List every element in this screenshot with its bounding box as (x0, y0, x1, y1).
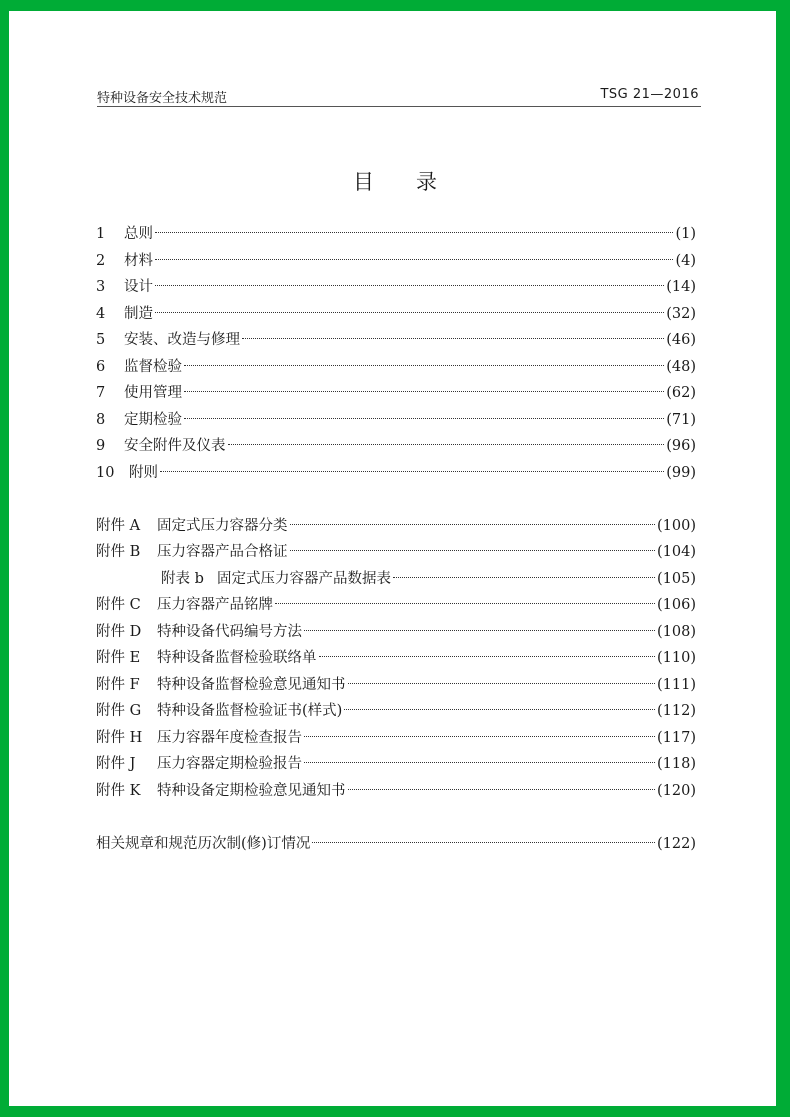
running-header (97, 86, 701, 107)
entry-number: 3 (96, 279, 106, 295)
dot-leader (155, 285, 664, 286)
toc-entry-revision-history[interactable] (96, 833, 696, 855)
toc-entry-appendix-h[interactable] (96, 727, 696, 749)
entry-label: 定期检验 (124, 412, 182, 428)
dot-leader (275, 603, 655, 604)
entry-number: 10 (96, 465, 115, 481)
entry-number: 附件 G (96, 703, 142, 719)
toc-entry-appendix-k[interactable] (96, 780, 696, 802)
entry-page: (110) (657, 650, 696, 666)
toc-entry-chapter-8[interactable] (96, 409, 696, 431)
entry-page: (46) (666, 332, 696, 348)
entry-page: (48) (666, 359, 696, 375)
entry-label: 特种设备定期检验意见通知书 (157, 783, 346, 799)
toc-entry-appendix-f[interactable] (96, 674, 696, 696)
entry-page: (96) (666, 438, 696, 454)
entry-number: 附件 A (96, 518, 141, 534)
dot-leader (304, 630, 655, 631)
entry-label: 材料 (124, 253, 153, 269)
entry-page: (105) (657, 571, 696, 587)
entry-number: 1 (96, 226, 106, 242)
dot-leader (290, 550, 656, 551)
entry-number: 附件 E (96, 650, 141, 666)
toc-title: 目录 (353, 170, 479, 194)
entry-page: (1) (675, 226, 696, 242)
entry-page: (108) (657, 624, 696, 640)
toc-entry-appendix-j[interactable] (96, 753, 696, 775)
toc-entry-chapter-5[interactable] (96, 329, 696, 351)
dot-leader (290, 524, 656, 525)
toc-entry-schedule-b[interactable] (161, 568, 696, 590)
entry-page: (14) (666, 279, 696, 295)
entry-number: 附件 H (96, 730, 143, 746)
toc-entry-chapter-1[interactable] (96, 223, 696, 245)
entry-number: 附件 F (96, 677, 140, 693)
entry-page: (111) (657, 677, 696, 693)
toc-entry-chapter-6[interactable] (96, 356, 696, 378)
entry-number: 4 (96, 306, 106, 322)
dot-leader (312, 842, 655, 843)
dot-leader (155, 259, 673, 260)
dot-leader (155, 312, 664, 313)
entry-page: (112) (657, 703, 696, 719)
toc-entry-appendix-a[interactable] (96, 515, 696, 537)
toc-entry-appendix-e[interactable] (96, 647, 696, 669)
entry-number: 9 (96, 438, 106, 454)
toc-entry-chapter-9[interactable] (96, 435, 696, 457)
entry-number: 6 (96, 359, 106, 375)
entry-page: (104) (657, 544, 696, 560)
dot-leader (348, 789, 656, 790)
toc-entry-appendix-b[interactable] (96, 541, 696, 563)
entry-page: (100) (657, 518, 696, 534)
entry-page: (62) (666, 385, 696, 401)
entry-number: 附件 J (96, 756, 136, 772)
entry-label: 安装、改造与修理 (124, 332, 240, 348)
dot-leader (393, 577, 655, 578)
toc-entry-chapter-7[interactable] (96, 382, 696, 404)
entry-label: 总则 (124, 226, 153, 242)
entry-number: 附件 C (96, 597, 141, 613)
dot-leader (304, 736, 655, 737)
entry-label: 附则 (129, 465, 158, 481)
toc-entry-chapter-4[interactable] (96, 303, 696, 325)
entry-label: 相关规章和规范历次制(修)订情况 (96, 836, 311, 852)
entry-page: (120) (657, 783, 696, 799)
entry-label: 压力容器定期检验报告 (157, 756, 302, 772)
entry-label: 特种设备监督检验联络单 (157, 650, 317, 666)
entry-label: 压力容器年度检查报告 (157, 730, 302, 746)
dot-leader (304, 762, 655, 763)
dot-leader (348, 683, 656, 684)
entry-label: 使用管理 (124, 385, 182, 401)
toc-entry-chapter-10[interactable] (96, 462, 696, 484)
dot-leader (319, 656, 656, 657)
entry-label: 安全附件及仪表 (124, 438, 226, 454)
dot-leader (184, 418, 664, 419)
entry-number: 附件 K (96, 783, 141, 799)
dot-leader (155, 232, 673, 233)
entry-label: 固定式压力容器分类 (157, 518, 288, 534)
entry-number: 8 (96, 412, 106, 428)
entry-label: 设计 (124, 279, 153, 295)
dot-leader (344, 709, 655, 710)
toc-entry-appendix-g[interactable] (96, 700, 696, 722)
entry-number: 附表 b (161, 571, 204, 587)
entry-page: (99) (666, 465, 696, 481)
entry-number: 附件 B (96, 544, 141, 560)
entry-number: 7 (96, 385, 106, 401)
entry-page: (4) (675, 253, 696, 269)
entry-number: 附件 D (96, 624, 142, 640)
dot-leader (184, 365, 664, 366)
dot-leader (228, 444, 665, 445)
entry-label: 压力容器产品合格证 (157, 544, 288, 560)
header-spec-title: 特种设备安全技术规范 (97, 91, 228, 106)
entry-label: 特种设备监督检验证书(样式) (157, 703, 343, 719)
entry-label: 特种设备代码编号方法 (157, 624, 302, 640)
entry-label: 压力容器产品铭牌 (157, 597, 273, 613)
entry-label: 固定式压力容器产品数据表 (217, 571, 391, 587)
entry-label: 制造 (124, 306, 153, 322)
toc-entry-appendix-c[interactable] (96, 594, 696, 616)
entry-label: 监督检验 (124, 359, 182, 375)
header-standard-code: TSG 21—2016 (600, 87, 699, 102)
entry-page: (106) (657, 597, 696, 613)
entry-number: 5 (96, 332, 106, 348)
entry-page: (118) (657, 756, 696, 772)
entry-page: (122) (657, 836, 696, 852)
toc-entry-chapter-2[interactable] (96, 250, 696, 272)
entry-page: (32) (666, 306, 696, 322)
entry-label: 特种设备监督检验意见通知书 (157, 677, 346, 693)
entry-number: 2 (96, 253, 106, 269)
toc-entry-appendix-d[interactable] (96, 621, 696, 643)
dot-leader (160, 471, 664, 472)
dot-leader (184, 391, 664, 392)
entry-page: (71) (666, 412, 696, 428)
entry-page: (117) (657, 730, 696, 746)
toc-entry-chapter-3[interactable] (96, 276, 696, 298)
dot-leader (242, 338, 664, 339)
